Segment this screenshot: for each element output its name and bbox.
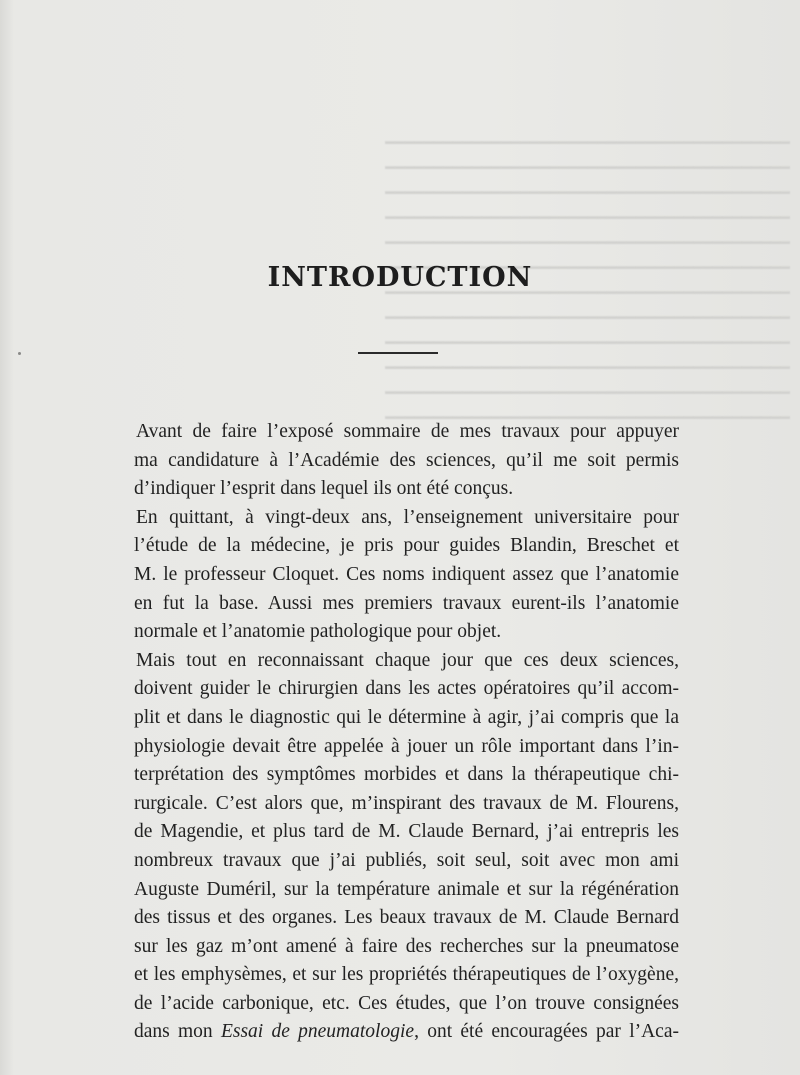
text-line: l’étude de la médecine, je pris pour guides Blandin, Breschet et [134, 535, 679, 557]
title-divider [358, 352, 438, 354]
text-line-final [134, 1018, 679, 1047]
text-line: En quittant, à vingt-deux ans, l’enseignement universitaire pour [136, 506, 679, 528]
text-line: M. le professeur Cloquet. Ces noms indiquent assez que l’anatomie [134, 563, 679, 585]
text-line: en fut la base. Aussi mes premiers travaux eurent-ils l’anatomie [134, 592, 679, 614]
text-line: terprétation des symptômes morbides et dans la thérapeutique chi- [134, 764, 679, 786]
text-line: rurgicale. C’est alors que, m’inspirant des travaux de M. Flourens, [134, 792, 679, 814]
text-line: Auguste Duméril, sur la température animale et sur la régénération [134, 878, 679, 900]
text-line: sur les gaz m’ont amené à faire des recherches sur la pneumatose [134, 935, 679, 957]
text-line: normale et l’anatomie pathologique pour objet. [134, 621, 502, 643]
text-line: plit et dans le diagnostic qui le détermine à agir, j’ai compris que la [134, 706, 679, 728]
text-line: de l’acide carbonique, etc. Ces études, que l’on trouve consignées [134, 992, 679, 1014]
text-run: dans mon [134, 1021, 221, 1043]
text-line: et les emphysèmes, et sur les propriétés thérapeutiques de l’oxygène, [134, 964, 679, 986]
text-line: ma candidature à l’Académie des sciences, qu’il me soit permis [134, 449, 679, 471]
text-line: physiologie devait être appelée à jouer un rôle important dans l’in- [134, 735, 679, 757]
text-line: d’indiquer l’esprit dans lequel ils ont été conçus. [134, 478, 514, 500]
page-title: INTRODUCTION [267, 262, 533, 293]
text-line: des tissus et des organes. Les beaux travaux de M. Claude Bernard [134, 907, 679, 929]
text-line: Mais tout en reconnaissant chaque jour que ces deux sciences, [136, 649, 679, 671]
body-text [134, 418, 679, 1047]
book-title-italic: Essai de pneumatologie [220, 1021, 415, 1043]
text-run: , ont été encouragées par l’Aca- [414, 1021, 679, 1043]
paper-speck [18, 352, 21, 355]
text-line: Avant de faire l’exposé sommaire de mes travaux pour appuyer [136, 421, 679, 442]
text-line: nombreux travaux que j’ai publiés, soit seul, soit avec mon ami [134, 849, 679, 871]
text-line: doivent guider le chirurgien dans les actes opératoires qu’il accom- [134, 678, 679, 700]
bleed-through-texture: ━━━━━━━━━━━━━━━━━━━━━━━━━━━━━━━━━━━━━━━━━━ ━━━━━━━━━━━━━━━━━━━━━━━━━━━━━━━━━━━━━━━━━━ ━━━━━━━━━━━━━━━━━━━━━━━━━━━━━━━━━━━━━━━━━━ ━━━━━━━━━━━━━━━━━━━━━━━━━━━━━━━━━━━━━━━━━━ ━━━━━━━━━━━━━━━━━━━━━━━━━━━━━━━━━━━━━━━━━━ ━━━━━━━━━━━━━━━━━━━━━━━━━━━━━━━━━━━━━━━━━━ ━━━━━━━━━━━━━━━━━━━━━━━━━━━━━━━━━━━━━━━━━━ ━━━━━━━━━━━━━━━━━━━━━━━━━━━━━━━━━━━━━━━━━━ ━━━━━━━━━━━━━━━━━━━━━━━━━━━━━━━━━━━━━━━━━━ ━━━━━━━━━━━━━━━━━━━━━━━━━━━━━━━━━━━━━━━━━━ ━━━━━━━━━━━━━━━━━━━━━━━━━━━━━━━━━━━━━━━━━━ ━━━━━━━━━━━━━━━━━━━━━━━━━━━━━━━━━━━━━━━━━━ [385, 133, 790, 427]
text-line: de Magendie, et plus tard de M. Claude Bernard, j’ai entrepris les [134, 821, 679, 843]
